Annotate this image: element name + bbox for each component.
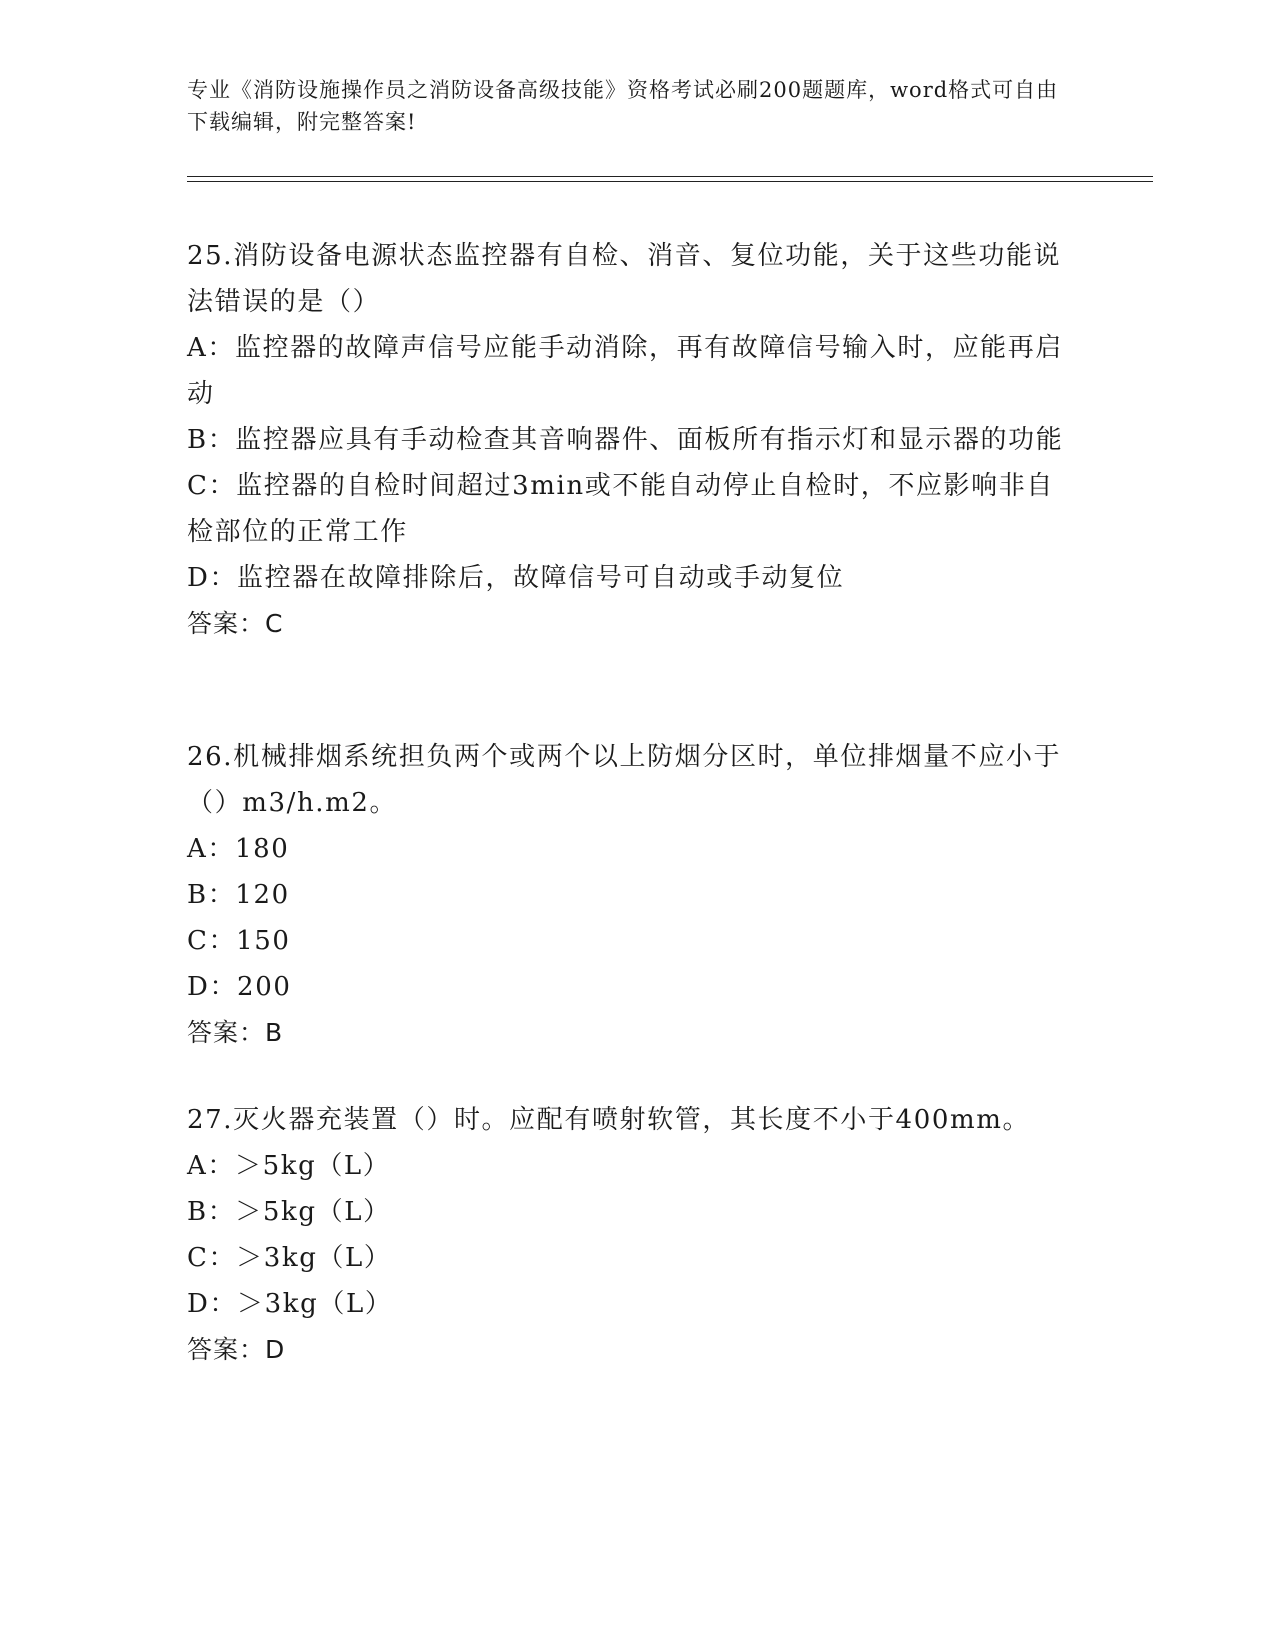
option-c: C：监控器的自检时间超过3min或不能自动停止自检时，不应影响非自检部位的正常工作 [187,471,1054,547]
question-stem: 27.灭火器充装置（）时。应配有喷射软管，其长度不小于400mm。 [187,1105,1031,1135]
option-a: A：180 [187,834,290,864]
question-27 [187,1097,1072,1373]
question-stem: 26.机械排烟系统担负两个或两个以上防烟分区时，单位排烟量不应小于（）m3/h.m2。 [187,742,1062,818]
question-26 [187,734,1072,1056]
option-b: B：120 [187,880,290,910]
question-stem: 25.消防设备电源状态监控器有自检、消音、复位功能，关于这些功能说法错误的是（） [187,241,1062,317]
option-c: C：150 [187,926,291,956]
header-divider-top [187,176,1153,177]
option-b: B：监控器应具有手动检查其音响器件、面板所有指示灯和显示器的功能 [187,425,1064,455]
option-a: A：＞5kg（L） [187,1151,391,1181]
header-divider-bottom [187,181,1153,182]
option-d: D：＞3kg（L） [187,1289,393,1319]
option-d: D：监控器在故障排除后，故障信号可自动或手动复位 [187,563,845,593]
answer: 答案：B [187,1018,284,1047]
option-c: C：＞3kg（L） [187,1243,392,1273]
option-a: A：监控器的故障声信号应能手动消除，再有故障信号输入时，应能再启动 [187,333,1063,409]
option-b: B：＞5kg（L） [187,1197,391,1227]
question-25 [187,233,1072,647]
option-d: D：200 [187,972,292,1002]
answer: 答案：D [187,1335,286,1364]
answer: 答案：C [187,609,284,638]
document-header: 专业《消防设施操作员之消防设备高级技能》资格考试必刷200题题库，word格式可自由下载编辑，附完整答案! [187,78,1059,134]
